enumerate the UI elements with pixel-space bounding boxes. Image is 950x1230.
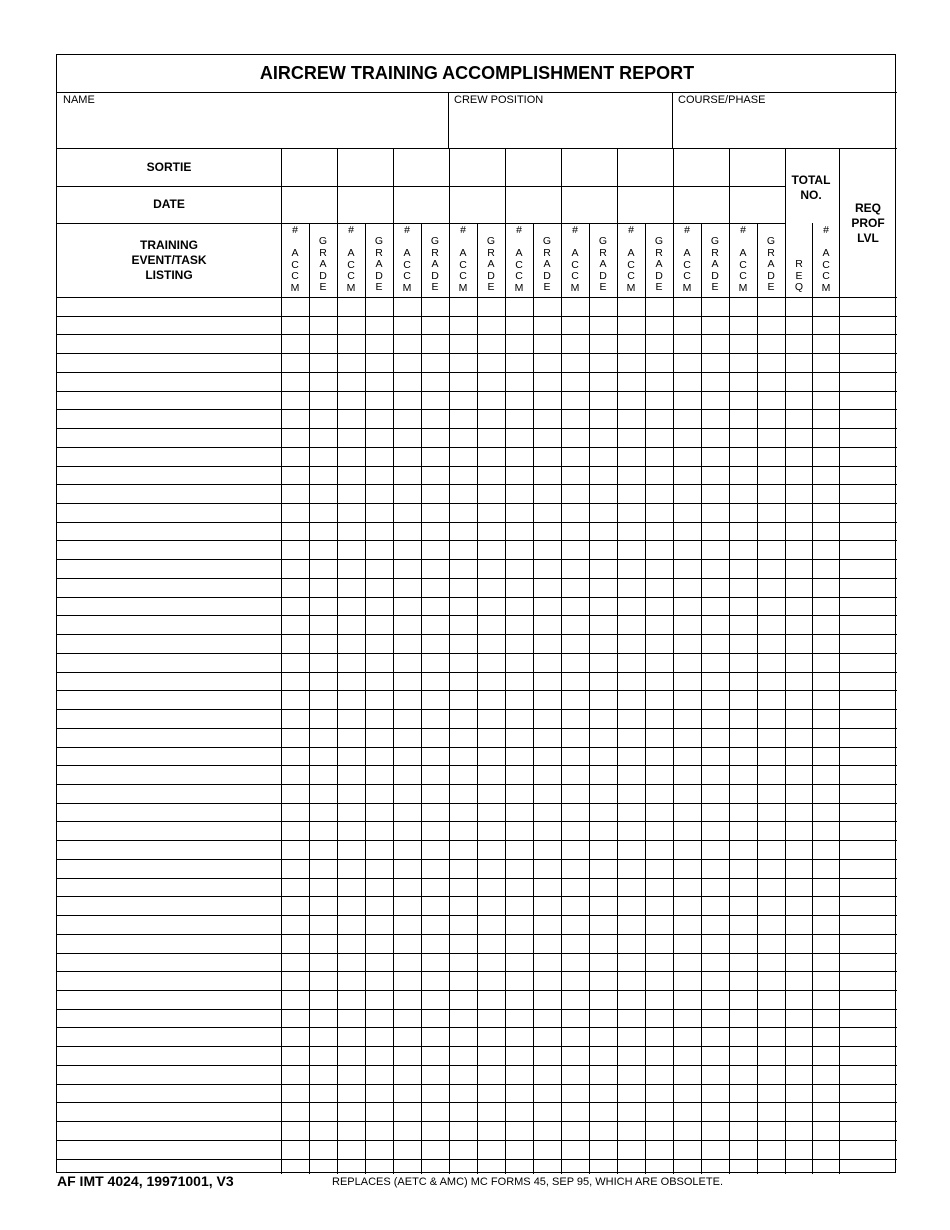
grade-column-label: G R A D E: [710, 235, 720, 293]
table-row[interactable]: [57, 1121, 897, 1140]
table-row[interactable]: [57, 634, 897, 653]
table-row[interactable]: [57, 1065, 897, 1084]
table-row[interactable]: [57, 297, 897, 316]
grade-column-label: G R A D E: [374, 235, 384, 293]
table-row[interactable]: [57, 971, 897, 990]
grade-column-label: G R A D E: [766, 235, 776, 293]
table-row[interactable]: [57, 1046, 897, 1065]
table-row[interactable]: [57, 990, 897, 1009]
table-row[interactable]: [57, 466, 897, 485]
title-divider: [57, 92, 897, 93]
acm-column-label: # A C C M: [402, 224, 412, 294]
table-row[interactable]: [57, 1084, 897, 1103]
grade-column-label: G R A D E: [598, 235, 608, 293]
table-row[interactable]: [57, 522, 897, 541]
table-row[interactable]: [57, 840, 897, 859]
req-prof-lvl-label: REQ PROF LVL: [851, 200, 885, 245]
acm-column-label: # A C C M: [738, 224, 748, 294]
table-row[interactable]: [57, 653, 897, 672]
table-row[interactable]: [57, 803, 897, 822]
table-row[interactable]: [57, 896, 897, 915]
table-row[interactable]: [57, 559, 897, 578]
form-title: AIRCREW TRAINING ACCOMPLISHMENT REPORT: [259, 62, 695, 83]
table-row[interactable]: [57, 1140, 897, 1159]
table-row[interactable]: [57, 447, 897, 466]
course-phase-field[interactable]: [672, 92, 896, 148]
table-row[interactable]: [57, 1027, 897, 1046]
sortie-divider: [57, 186, 785, 187]
grade-column-label: G R A D E: [430, 235, 440, 293]
table-row[interactable]: [57, 1009, 897, 1028]
name-divider: [448, 92, 449, 148]
table-row[interactable]: [57, 540, 897, 559]
header-divider: [57, 148, 897, 149]
form-id: AF IMT 4024, 19971001, V3: [57, 1173, 234, 1189]
table-row[interactable]: [57, 709, 897, 728]
table-row[interactable]: [57, 784, 897, 803]
table-row[interactable]: [57, 391, 897, 410]
total-no-label: TOTAL NO.: [791, 173, 831, 202]
date-label: DATE: [153, 197, 185, 211]
grade-column-label: G R A D E: [318, 235, 328, 293]
table-row[interactable]: [57, 615, 897, 634]
table-row[interactable]: [57, 409, 897, 428]
acm-column-label: # A C C M: [514, 224, 524, 294]
table-row[interactable]: [57, 353, 897, 372]
acm-column-label: # A C C M: [682, 224, 692, 294]
acm-column-label: # A C C M: [346, 224, 356, 294]
acm-column-label: # A C C M: [626, 224, 636, 294]
acm-column-label: # A C C M: [821, 224, 831, 294]
req-column-label: R E Q: [794, 258, 804, 293]
table-row[interactable]: [57, 728, 897, 747]
training-report-form: [56, 54, 896, 1173]
table-row[interactable]: [57, 578, 897, 597]
table-row[interactable]: [57, 765, 897, 784]
crew-position-field[interactable]: [448, 92, 672, 148]
table-row[interactable]: [57, 597, 897, 616]
table-row[interactable]: [57, 953, 897, 972]
grade-column-label: G R A D E: [542, 235, 552, 293]
obsolete-note: REPLACES (AETC & AMC) MC FORMS 45, SEP 95, WHICH ARE OBSOLETE.: [332, 1176, 723, 1188]
name-label: NAME: [63, 94, 95, 106]
table-row[interactable]: [57, 484, 897, 503]
course-phase-label: COURSE/PHASE: [678, 94, 766, 106]
table-row[interactable]: [57, 859, 897, 878]
table-row[interactable]: [57, 915, 897, 934]
table-row[interactable]: [57, 934, 897, 953]
table-row[interactable]: [57, 672, 897, 691]
acm-column-label: # A C C M: [290, 224, 300, 294]
table-row[interactable]: [57, 878, 897, 897]
training-event-label: TRAINING EVENT/TASK LISTING: [131, 237, 207, 282]
acm-column-label: # A C C M: [458, 224, 468, 294]
table-row[interactable]: [57, 503, 897, 522]
grade-column-label: G R A D E: [654, 235, 664, 293]
table-row[interactable]: [57, 1102, 897, 1121]
crew-position-label: CREW POSITION: [454, 94, 544, 106]
table-row[interactable]: [57, 334, 897, 353]
sortie-label: SORTIE: [146, 160, 192, 174]
table-row[interactable]: [57, 316, 897, 335]
table-row[interactable]: [57, 690, 897, 709]
table-row[interactable]: [57, 372, 897, 391]
acm-column-label: # A C C M: [570, 224, 580, 294]
table-row[interactable]: [57, 428, 897, 447]
crew-divider: [672, 92, 673, 148]
table-row[interactable]: [57, 821, 897, 840]
name-field[interactable]: [57, 92, 448, 148]
table-row[interactable]: [57, 747, 897, 766]
grade-column-label: G R A D E: [486, 235, 496, 293]
